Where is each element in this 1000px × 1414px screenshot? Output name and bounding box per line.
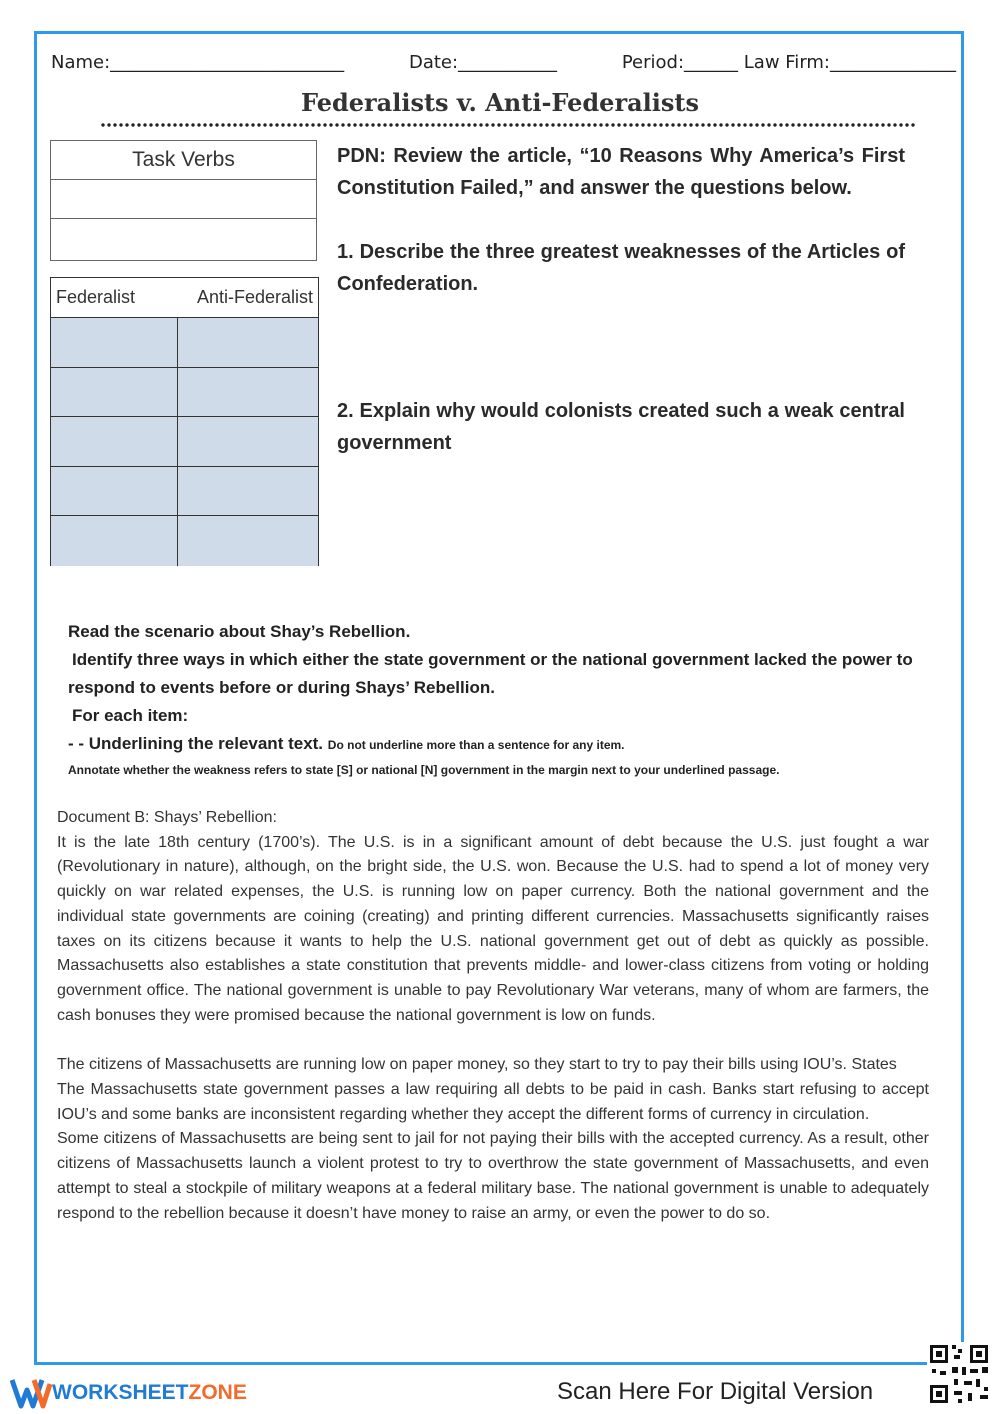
table-row	[51, 516, 318, 566]
period-field[interactable]: Period:______	[621, 52, 739, 73]
task-verbs-blank-row[interactable]	[51, 180, 316, 219]
table-row	[51, 417, 318, 467]
instructions-block	[68, 618, 938, 781]
federalist-table	[50, 277, 319, 566]
pdn-prompt	[337, 140, 905, 204]
document-b	[57, 806, 929, 1226]
qr-code-icon[interactable]	[927, 1342, 991, 1406]
federalist-cell[interactable]	[51, 318, 178, 367]
instruction-line: Read the scenario about Shay’s Rebellion.	[68, 622, 411, 641]
name-field[interactable]: Name:__________________________	[51, 52, 345, 73]
federalist-cell[interactable]	[51, 516, 178, 566]
federalist-cell[interactable]	[51, 417, 178, 466]
task-verbs-blank-row[interactable]	[51, 219, 316, 260]
table-row	[51, 467, 318, 517]
federalist-cell[interactable]	[51, 368, 178, 417]
underline-limit-note: Do not underline more than a sentence for any item.	[327, 738, 625, 752]
w-logo-icon	[10, 1376, 52, 1410]
student-info-header	[51, 52, 956, 73]
question-2-text: 2. Explain why would colonists created such a weak central government	[337, 400, 905, 454]
scan-here-text: Scan Here For Digital Version	[557, 1378, 874, 1405]
instruction-line: For each item:	[72, 706, 189, 725]
worksheet-zone-logo	[10, 1376, 247, 1410]
federalist-cell[interactable]	[51, 467, 178, 516]
task-verbs-box	[50, 140, 317, 261]
document-heading: Document B: Shays’ Rebellion:	[57, 809, 277, 826]
logo-word-zone: ZONE	[188, 1381, 247, 1404]
instruction-line	[68, 730, 938, 759]
instruction-line: respond to events before or during Shays’ Rebellion.	[68, 678, 495, 697]
dotted-divider	[100, 122, 915, 128]
annotate-instruction: Annotate whether the weakness refers to state [S] or national [N] government in the margin next to your underlined passage.	[68, 763, 780, 777]
question-1-text: 1. Describe the three greatest weaknesses of the Articles of Confederation.	[337, 241, 905, 295]
document-paragraph: The Massachusetts state government passes a law requiring all debts to be paid in cash. Banks start refusing to accept IOU’s and some banks are inconsistent regarding whether they accept the different forms of currency in circulation.	[57, 1081, 929, 1123]
document-paragraph: It is the late 18th century (1700’s). The U.S. is in a significant amount of debt because the U.S. just fought a war (Revolutionary in nature), although, on the bright side, the U.S. won. Because the U.S. had to spend a lot of money very quickly on war related expenses, the U.S. is running low on paper currency. Both the national government and the individual state governments are coining (creating) and printing different currencies. Massachusetts significantly raises taxes on its citizens because it wants to help the U.S. national government get out of debt as quickly as possible. Massachusetts also establishes a state constitution that prevents middle- and lower-class citizens from voting or holding government office. The national government is unable to pay Revolutionary War veterans, many of whom are farmers, the cash bonuses they were promised because the national government is low on funds.	[57, 833, 929, 1024]
law-firm-field[interactable]: Law Firm:______________	[743, 52, 956, 73]
federalist-column-header: Federalist	[56, 287, 136, 307]
page-title: Federalists v. Anti-Federalists	[300, 88, 699, 117]
table-row	[51, 318, 318, 368]
pdn-text: PDN: Review the article, “10 Reasons Why America’s First Constitution Failed,” and answer the questions below.	[337, 145, 905, 199]
task-verbs-heading: Task Verbs	[51, 141, 316, 180]
anti-federalist-cell[interactable]	[178, 318, 318, 367]
instruction-line: Identify three ways in which either the state government or the national government lacked the power to	[72, 650, 913, 669]
anti-federalist-cell[interactable]	[178, 467, 318, 516]
anti-federalist-column-header: Anti-Federalist	[196, 287, 313, 307]
federalist-table-header	[51, 278, 318, 318]
anti-federalist-cell[interactable]	[178, 417, 318, 466]
anti-federalist-cell[interactable]	[178, 516, 318, 566]
question-2	[337, 395, 905, 459]
document-paragraph: Some citizens of Massachusetts are being sent to jail for not paying their bills with the accepted currency. As a result, other citizens of Massachusetts launch a violent protest to try to overthrow the state government of Massachusetts, and even attempt to steal a stockpile of military weapons at a federal military base. The national government is unable to adequately respond to the rebellion because it doesn’t have money to raise an army, or even the power to do so.	[57, 1130, 929, 1222]
logo-word-worksheet: WORKSHEET	[52, 1381, 189, 1404]
document-paragraph: The citizens of Massachusetts are running low on paper money, so they start to try to pay their bills using IOU’s. States	[57, 1056, 897, 1074]
anti-federalist-cell[interactable]	[178, 368, 318, 417]
question-1	[337, 236, 905, 300]
date-field[interactable]: Date:___________	[408, 52, 558, 73]
underline-instruction: - - Underlining the relevant text.	[68, 734, 324, 753]
table-row	[51, 368, 318, 418]
